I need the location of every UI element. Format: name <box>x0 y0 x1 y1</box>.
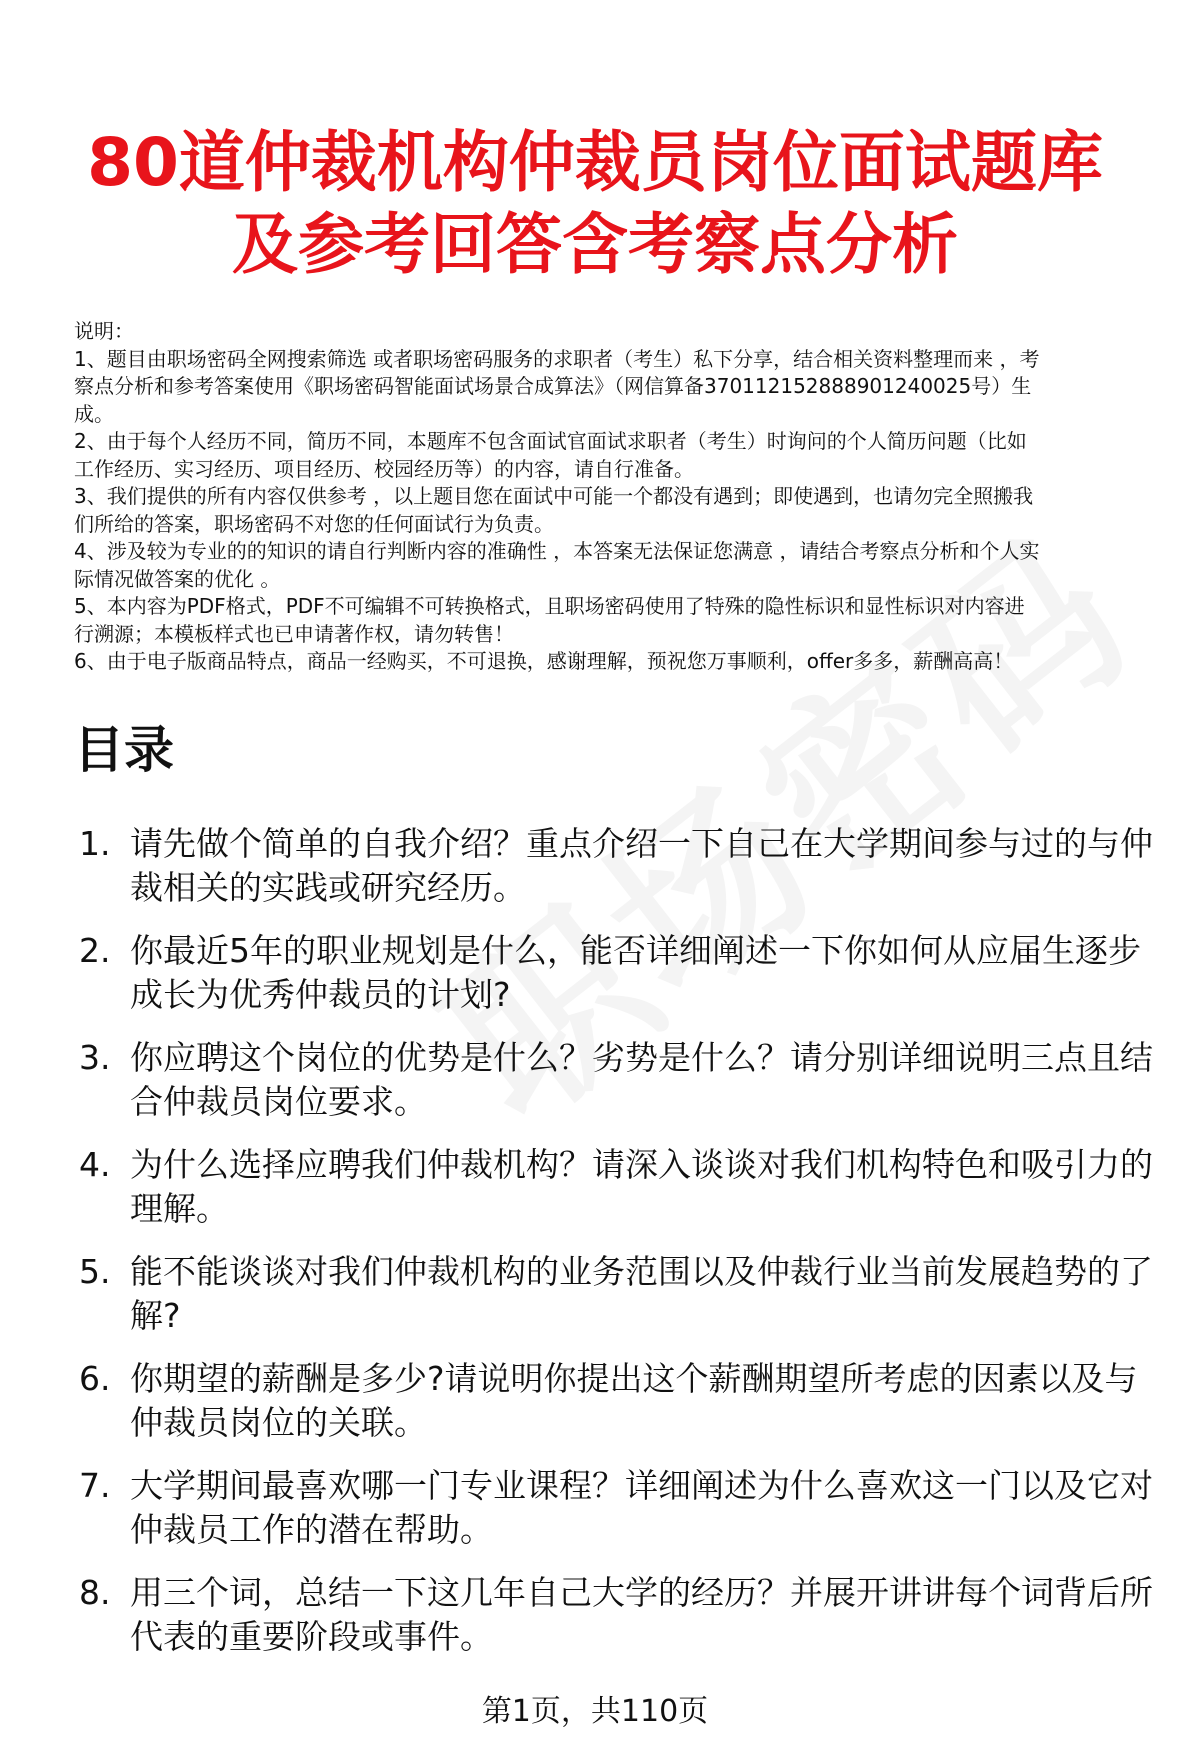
notes-line: 3、我们提供的所有内容仅供参考 ，以上题目您在面试中可能一个都没有遇到；即使遇到，也请勿完全照搬我 <box>74 484 1034 508</box>
toc-item-text: 用三个词，总结一下这几年自己大学的经历？并展开讲讲每个词背后所代表的重要阶段或事件。 <box>130 1573 1153 1656</box>
toc-item-number: 4. <box>79 1145 111 1184</box>
toc-item-text: 你应聘这个岗位的优势是什么？劣势是什么？请分别详细说明三点且结合仲裁员岗位要求。 <box>130 1038 1153 1121</box>
toc-item-number: 5. <box>79 1252 111 1291</box>
notes-line: 说明： <box>74 319 134 343</box>
notes-block <box>74 318 1164 676</box>
notes-line: 行溯源；本模板样式也已申请著作权，请勿转售！ <box>74 621 514 646</box>
toc-heading: 目录 <box>74 721 174 779</box>
toc-item-text: 能不能谈谈对我们仲裁机构的业务范围以及仲裁行业当前发展趋势的了解? <box>130 1252 1153 1335</box>
toc-item-text: 你最近5年的职业规划是什么，能否详细阐述一下你如何从应届生逐步成长为优秀仲裁员的计划? <box>130 931 1141 1014</box>
toc-item[interactable] <box>74 1250 1166 1338</box>
notes-line: 们所给的答案，职场密码不对您的任何面试行为负责。 <box>74 511 554 536</box>
notes-line: 2、由于每个人经历不同，简历不同，本题库不包含面试官面试求职者（考生）时询问的个人简历问题（比如 <box>74 429 1027 453</box>
toc-item-number: 1. <box>79 824 111 863</box>
toc-item[interactable] <box>74 1036 1166 1124</box>
toc-item[interactable] <box>74 822 1166 910</box>
toc-item[interactable] <box>74 1464 1166 1552</box>
page-number-footer: 第1页，共110页 <box>481 1694 709 1729</box>
toc-item-text: 大学期间最喜欢哪一门专业课程？详细阐述为什么喜欢这一门以及它对仲裁员工作的潜在帮助。 <box>130 1466 1153 1549</box>
toc-item-text: 你期望的薪酬是多少?请说明你提出这个薪酬期望所考虑的因素以及与仲裁员岗位的关联。 <box>130 1359 1138 1442</box>
notes-line: 4、涉及较为专业的的知识的请自行判断内容的准确性 ，本答案无法保证您满意 ，请结合考察点分析和个人实 <box>74 539 1040 563</box>
toc-item-number: 8. <box>79 1573 111 1612</box>
toc-item-number: 7. <box>79 1466 111 1505</box>
toc-item-text: 请先做个简单的自我介绍？重点介绍一下自己在大学期间参与过的与仲裁相关的实践或研究经历。 <box>130 824 1153 907</box>
toc-item-number: 2. <box>79 931 111 970</box>
toc-item-number: 6. <box>79 1359 111 1398</box>
notes-line: 际情况做答案的优化 。 <box>74 566 281 591</box>
toc-item[interactable] <box>74 1357 1166 1445</box>
notes-line: 成。 <box>74 401 114 426</box>
toc-item-text: 为什么选择应聘我们仲裁机构？请深入谈谈对我们机构特色和吸引力的理解。 <box>130 1145 1153 1228</box>
notes-line: 察点分析和参考答案使用《职场密码智能面试场景合成算法》（网信算备370112152888901240025号）生 <box>74 374 1032 398</box>
toc-item[interactable] <box>74 1143 1166 1231</box>
toc-item-number: 3. <box>79 1038 111 1077</box>
toc-list <box>74 822 1166 1678</box>
notes-line: 1、题目由职场密码全网搜索筛选 或者职场密码服务的求职者（考生）私下分享，结合相关资料整理而来 ，考 <box>74 346 1040 371</box>
notes-line: 工作经历、实习经历、项目经历、校园经历等）的内容，请自行准备。 <box>74 456 694 481</box>
toc-item[interactable] <box>74 1571 1166 1659</box>
toc-item[interactable] <box>74 929 1166 1017</box>
page-title-line-1: 80道仲裁机构仲裁员岗位面试题库 <box>87 124 1103 201</box>
notes-line: 6、由于电子版商品特点，商品一经购买，不可退换，感谢理解，预祝您万事顺利，offer多多，薪酬高高！ <box>74 649 1014 673</box>
notes-line: 5、本内容为PDF格式，PDF不可编辑不可转换格式，且职场密码使用了特殊的隐性标识和显性标识对内容进 <box>74 594 1025 618</box>
page-title-line-2: 及参考回答含考察点分析 <box>232 206 958 283</box>
